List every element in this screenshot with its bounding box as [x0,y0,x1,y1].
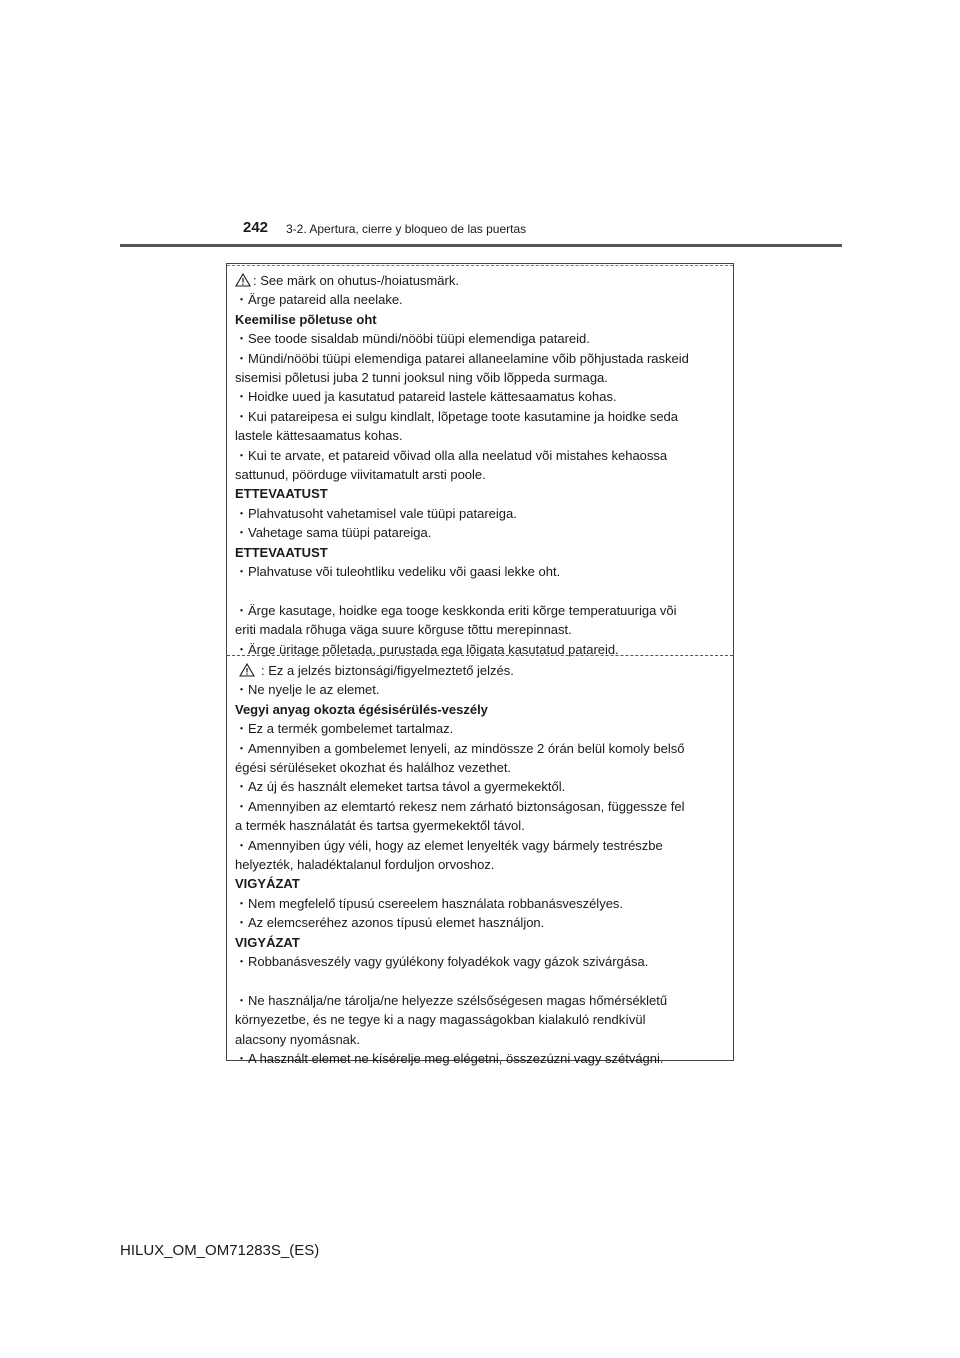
hungarian-warning-block [235,661,725,1069]
text-line: alacsony nyomásnak. [235,1031,361,1047]
text-line: ・Ärge kasutage, hoidke ega tooge keskkonda eriti kõrge temperatuuriga või [235,602,677,618]
text-heading: Keemilise põletuse oht [235,311,377,327]
language-divider [227,655,733,656]
blank-line [235,972,725,991]
text-line: ・Kui te arvate, et patareid võivad olla alla neelatud või mistahes kehaossa [235,447,668,463]
text-line: helyezték, haladéktalanul forduljon orvoshoz. [235,857,495,873]
text-line: égési sérüléseket okozhat és halálhoz vezethet. [235,760,512,776]
section-title: 3-2. Apertura, cierre y bloqueo de las puertas [286,222,527,236]
text-line: eriti madala rõhuga väga suure kõrguse tõttu merepinnast. [235,622,572,638]
header-rule [120,244,842,247]
text-line: ・Mündi/nööbi tüüpi elemendiga patarei allaneelamine võib põhjustada raskeid [235,350,689,366]
text-heading: Vegyi anyag okozta égésisérülés-veszély [235,701,488,717]
text-line: ・Hoidke uued ja kasutatud patareid lastele kättesaamatus kohas. [235,389,617,405]
text-line: ・Amennyiben az elemtartó rekesz nem zárható biztonságosan, függessze fel [235,798,685,814]
text-line: ・Vahetage sama tüüpi patareiga. [235,525,432,541]
text-line: ・Robbanásveszély vagy gyúlékony folyadékok vagy gázok szivárgása. [235,954,649,970]
battery-warning-box [226,263,734,1067]
text-line: ・Amennyiben úgy véli, hogy az elemet lenyelték vagy bármely testrészbe [235,837,663,853]
warning-triangle-icon [235,273,251,287]
text-line: ・Az elemcseréhez azonos típusú elemet használjon. [235,915,545,931]
warning-triangle-icon [239,663,255,677]
text-line: ・A használt elemet ne kísérelje meg elégetni, összezúzni vagy szétvágni. [235,1051,664,1067]
text-heading: VIGYÁZAT [235,876,300,892]
text-line: ・Kui patareipesa ei sulgu kindlalt, lõpetage toote kasutamine ja hoidke seda [235,408,679,424]
text-line: ・Amennyiben a gombelemet lenyeli, az mindössze 2 órán belül komoly belső [235,740,685,756]
text-heading: ETTEVAATUST [235,544,328,560]
text-line: környezetbe, és ne tegye ki a nagy magasságokban kialakuló rendkívül [235,1012,646,1028]
blank-line [235,582,725,601]
text-line: ・Az új és használt elemeket tartsa távol a gyermekektől. [235,779,566,795]
hungarian-warning-label-line [235,661,725,680]
text-line: a termék használatát és tartsa gyermekektől távol. [235,818,525,834]
text-line: ・Ärge patareid alla neelake. [235,292,403,308]
text-line: ・Ne használja/ne tárolja/ne helyezze szélsőségesen magas hőmérsékletű [235,992,668,1008]
hungarian-warning-label: : Ez a jelzés biztonsági/figyelmeztető jelzés. [261,663,514,678]
text-line: ・Plahvatuse või tuleohtliku vedeliku või gaasi lekke oht. [235,564,561,580]
text-line: ・Ne nyelje le az elemet. [235,682,380,698]
text-heading: ETTEVAATUST [235,486,328,502]
page-number: 242 [243,219,269,236]
text-line: ・See toode sisaldab mündi/nööbi tüüpi elemendiga patareid. [235,331,590,347]
text-heading: VIGYÁZAT [235,934,300,950]
document-code: HILUX_OM_OM71283S_(ES) [120,1242,320,1259]
estonian-warning-block [235,271,725,659]
estonian-warning-label: : See märk on ohutus-/hoiatusmärk. [253,273,459,288]
text-line: ・Ärge üritage põletada, purustada ega lõigata kasutatud patareid. [235,641,619,657]
text-line: lastele kättesaamatus kohas. [235,428,403,444]
text-line: ・Nem megfelelő típusú csereelem használata robbanásveszélyes. [235,895,624,911]
estonian-warning-label-line [235,271,725,290]
text-line: ・Plahvatusoht vahetamisel vale tüüpi patareiga. [235,505,517,521]
text-line: ・Ez a termék gombelemet tartalmaz. [235,721,454,737]
text-line: sattunud, pöörduge viivitamatult arsti poole. [235,467,486,483]
text-line: sisemisi põletusi juba 2 tunni jooksul ning võib lõppeda surmaga. [235,370,608,386]
